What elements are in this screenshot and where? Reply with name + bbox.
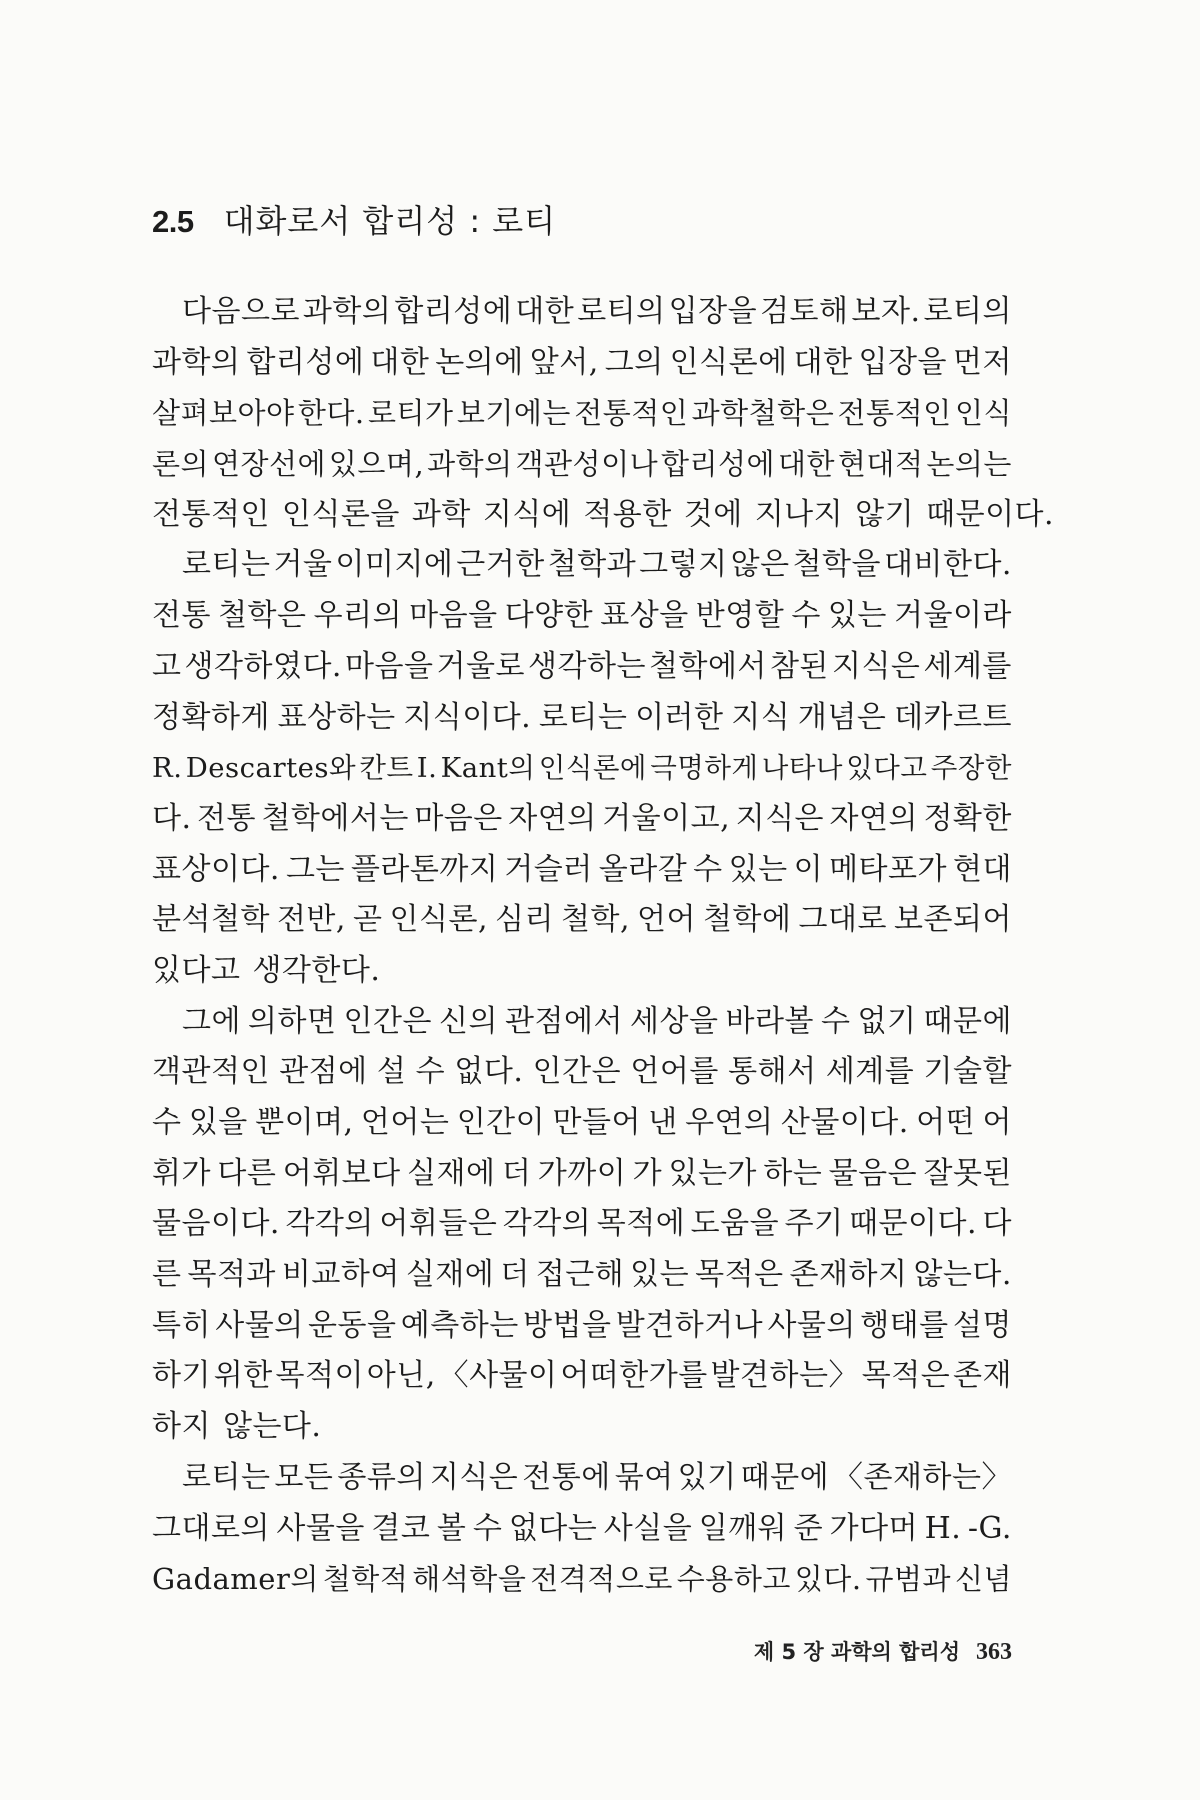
word: 하기 (152, 1358, 211, 1394)
word: 목적에 (596, 1206, 686, 1242)
word: 있는 (827, 598, 887, 634)
word: 결코 (371, 1510, 431, 1546)
word: 세계를 (825, 1054, 915, 1090)
word: 수 (152, 1105, 182, 1140)
paragraph (152, 287, 1055, 540)
word: 철학에 (703, 902, 792, 938)
word: 가 (632, 1155, 663, 1191)
text-line (152, 895, 1012, 946)
text-line (152, 1554, 1012, 1605)
word: 일깨워 (698, 1510, 788, 1546)
word: 연장선에 (211, 447, 326, 482)
word: 신념 (954, 1562, 1012, 1597)
word: 설 (376, 1054, 407, 1090)
text-line (152, 540, 1012, 591)
paragraph (152, 997, 1012, 1453)
word: 있는 (630, 1257, 690, 1293)
word: 때문이다. (926, 496, 1055, 532)
word: 다른 (217, 1155, 277, 1191)
text-line (152, 1504, 1012, 1555)
word: 위한 (213, 1358, 273, 1394)
word: 보자. (851, 294, 921, 329)
word: 하는 (763, 1155, 823, 1191)
word: 과학의 (152, 344, 241, 380)
word: 인간이 (456, 1105, 546, 1140)
word: 있으며, (328, 447, 425, 482)
word: 철학, (561, 902, 631, 938)
word: 그에 (182, 1003, 241, 1039)
word: 신의 (439, 1003, 498, 1039)
word: 논의는 (926, 447, 1012, 482)
word: 철학은 (218, 598, 307, 634)
word: 각각의 (502, 1206, 592, 1242)
section-number: 2.5 (152, 204, 194, 239)
word: 다음으로 (182, 294, 300, 329)
word: 해석학을 (412, 1562, 527, 1597)
word: 때문이다. (849, 1206, 978, 1242)
word: 볼 (436, 1510, 467, 1546)
text-line (152, 1250, 1012, 1301)
word: 지나지 (754, 496, 844, 532)
word: 거슬러 (504, 851, 593, 887)
word: 모든 (274, 1459, 334, 1495)
word: 현대적 (837, 447, 924, 482)
word: 심리 (495, 902, 554, 938)
word: 어 (982, 1105, 1012, 1140)
word: 〈존재하는〉 (833, 1459, 1012, 1495)
word: 규범과 (865, 1562, 952, 1597)
word: 어떤 (916, 1105, 976, 1140)
word: 지식은 (735, 800, 825, 836)
word: H. (924, 1510, 962, 1546)
word: 어떠한가를 (560, 1358, 708, 1394)
word: 대한 (515, 294, 575, 329)
word: 비교하여 (281, 1257, 400, 1293)
word: Gadamer의 (152, 1562, 319, 1597)
word: 로티의 (577, 294, 666, 329)
word: 반영할 (695, 598, 785, 634)
word: 목적과 (187, 1257, 276, 1293)
paragraph (152, 1453, 1012, 1605)
word: 합리성에 (661, 447, 776, 482)
word: 대한 (370, 344, 430, 380)
word: -G. (967, 1510, 1012, 1546)
text-line (152, 490, 1055, 541)
word: 만들어 (552, 1105, 641, 1140)
running-chapter-title: 제 5 장 과학의 합리성 (753, 1640, 960, 1664)
word: 언어를 (630, 1054, 719, 1090)
word: 통해서 (728, 1054, 817, 1090)
word: 생각하는 (528, 648, 646, 684)
text-line (152, 1301, 1012, 1352)
word: 때문에 (740, 1459, 830, 1495)
word: 도움을 (690, 1206, 780, 1242)
word: 과학철학은 (691, 396, 835, 431)
word: 목적이 (275, 1358, 364, 1394)
word: 없다는 (508, 1510, 598, 1546)
word: 검토해 (760, 294, 849, 329)
word: 사물을 (276, 1510, 365, 1546)
word: 마음을 (345, 648, 434, 684)
word: 객관성이나 (515, 447, 659, 482)
word: 않기 (855, 496, 915, 532)
word: 않는다. (913, 1257, 1012, 1293)
word: 생각하였다. (184, 648, 342, 684)
word: 전통 (152, 598, 211, 634)
word: 표상을 (600, 598, 689, 634)
word: 전통적인 (837, 396, 952, 431)
word: 어휘들은 (379, 1206, 498, 1242)
word: 있다고 (846, 752, 928, 785)
word: 다 (982, 1206, 1012, 1242)
word: 로티는 (182, 1459, 271, 1495)
text-line (152, 693, 1012, 744)
word: 사실을 (603, 1510, 693, 1546)
word: 것에 (683, 496, 743, 532)
word: 논의에 (435, 344, 524, 380)
word: 메타포가 (829, 851, 947, 887)
word: 다양한 (504, 598, 594, 634)
word: 없기 (857, 1003, 917, 1039)
word: 로티는 (538, 699, 628, 735)
word: 거울이고, (602, 800, 731, 836)
word: I. (416, 752, 438, 785)
word: 우리의 (313, 598, 403, 634)
text-line (152, 338, 1012, 389)
word: 입장을 (668, 294, 758, 329)
word: 거울 (273, 547, 333, 583)
word: 그대로 (798, 902, 887, 938)
text-line (152, 642, 1012, 693)
word: 있을 (188, 1105, 248, 1140)
word: 하지 (152, 1409, 211, 1445)
word: 지식 (731, 699, 791, 735)
word: 그의 (604, 344, 664, 380)
word: 한다. (297, 396, 365, 431)
word: 준 (793, 1510, 824, 1546)
word: 수 (415, 1054, 446, 1090)
word: 른 (152, 1257, 182, 1293)
word: 로티는 (182, 547, 271, 583)
text-line (152, 1351, 1012, 1402)
word: 운동을 (308, 1307, 397, 1343)
word: 실재에 (407, 1155, 496, 1191)
word: 인식론, (389, 902, 488, 938)
word: 낸 (648, 1105, 678, 1140)
section-heading (152, 196, 556, 242)
word: 보존되어 (894, 902, 1012, 938)
word: 자연의 (829, 800, 918, 836)
text-line (152, 794, 1012, 845)
word: 대비한다. (884, 547, 1012, 583)
word: 로티의 (923, 294, 1012, 329)
body-text (152, 287, 1055, 1605)
word: 마음을 (409, 598, 498, 634)
word: 잘못된 (923, 1155, 1012, 1191)
page-number: 363 (976, 1639, 1012, 1665)
word: 존재하지 (789, 1257, 908, 1293)
word: 철학과 (547, 547, 637, 583)
word: 마음은 (414, 800, 503, 836)
word: 보기에는 (456, 396, 571, 431)
text-line (152, 287, 1012, 338)
word: 사물의 (215, 1307, 304, 1343)
word: 존재 (953, 1358, 1012, 1394)
text-line (152, 388, 1012, 439)
word: 세계를 (923, 648, 1012, 684)
text-line (152, 845, 1012, 896)
word: 앞서, (529, 344, 599, 380)
word: Descartes와 (185, 752, 357, 785)
word: 의하면 (248, 1003, 337, 1039)
word: 대한 (777, 447, 836, 482)
word: 바라볼 (725, 1003, 814, 1039)
word: 이 (793, 851, 824, 887)
word: 합리성에 (246, 344, 365, 380)
word: 언어는 (360, 1105, 450, 1140)
word: 철학적 (322, 1562, 409, 1597)
word: 객관적인 (152, 1054, 270, 1090)
word: 생각한다. (252, 952, 381, 988)
word: 그는 (285, 851, 345, 887)
page-footer (720, 1636, 1012, 1666)
text-line (152, 997, 1012, 1048)
text-line (152, 946, 1012, 997)
text-line (152, 1199, 1012, 1250)
word: 기술할 (923, 1054, 1012, 1090)
word: 그렇지 (639, 547, 728, 583)
word: 접근해 (535, 1257, 625, 1293)
word: 칸트 (359, 752, 414, 785)
word: 론의 (152, 447, 210, 482)
word: 언어 (637, 902, 697, 938)
word: 물음이다. (152, 1206, 280, 1242)
word: 과학의 (302, 294, 392, 329)
word: 가까이 (537, 1155, 627, 1191)
paragraph (152, 540, 1012, 996)
word: 살펴보아야 (152, 396, 295, 431)
word: 세상을 (630, 1003, 719, 1039)
text-line (152, 1453, 1012, 1504)
word: 않는다. (222, 1409, 322, 1445)
text-line (152, 743, 1012, 794)
word: 다. (152, 800, 192, 836)
text-line (152, 1402, 1012, 1453)
word: 로티가 (367, 396, 454, 431)
text-line (152, 1047, 1012, 1098)
word: 과학의 (427, 447, 513, 482)
word: 합리성에 (394, 294, 513, 329)
word: 방법을 (522, 1307, 612, 1343)
word: 전통에 (522, 1459, 611, 1495)
word: 인식론에 (538, 752, 647, 785)
word: 지식이다. (403, 699, 532, 735)
word: 있는 (728, 851, 788, 887)
word: 수용하고 (676, 1562, 791, 1597)
word: 지식은 (429, 1459, 519, 1495)
word: Kant의 (440, 752, 536, 785)
word: 인식론을 (281, 496, 400, 532)
word: 있다. (794, 1562, 862, 1597)
word: 인식론에 (669, 344, 788, 380)
word: 관점에서 (505, 1003, 623, 1039)
word: 표상이다. (152, 851, 280, 887)
word: 산물이다. (780, 1105, 909, 1140)
section-title: 대화로서 합리성 : 로티 (223, 202, 557, 240)
word: 목적은 (861, 1358, 951, 1394)
word: 관점에 (279, 1054, 368, 1090)
word: 먼저 (952, 344, 1012, 380)
word: 특히 (152, 1307, 211, 1343)
word: 묶여 (614, 1459, 674, 1495)
word: 이미지에 (335, 547, 454, 583)
word: 수 (821, 1003, 851, 1039)
word: R. (152, 752, 183, 785)
word: 지식에 (482, 496, 572, 532)
word: 종류의 (337, 1459, 426, 1495)
word: 〈사물이 (438, 1358, 558, 1394)
word: 극명하게 (650, 752, 759, 785)
word: 행태를 (860, 1307, 949, 1343)
word: 목적은 (695, 1257, 784, 1293)
word: 어휘보다 (282, 1155, 401, 1191)
word: 대한 (793, 344, 853, 380)
word: 철학에서는 (261, 800, 409, 836)
text-line (152, 1149, 1012, 1200)
word: 데카르트 (894, 699, 1012, 735)
word: 있는가 (668, 1155, 757, 1191)
word: 인간은 (343, 1003, 432, 1039)
word: 정확하게 (152, 699, 270, 735)
word: 거울이라 (893, 598, 1012, 634)
word: 플라톤까지 (350, 851, 499, 887)
word: 없다. (454, 1054, 524, 1090)
word: 지식은 (831, 648, 921, 684)
word: 전통 (197, 800, 256, 836)
word: 사물의 (767, 1307, 856, 1343)
word: 현대 (952, 851, 1012, 887)
word: 철학에서 (648, 648, 767, 684)
word: 발견하거나 (615, 1307, 764, 1343)
word: 주장한 (930, 752, 1012, 785)
word: 설명 (952, 1307, 1012, 1343)
word: 각각의 (285, 1206, 374, 1242)
word: 전격적으로 (530, 1562, 673, 1597)
word: 더 (500, 1257, 530, 1293)
word: 정확한 (923, 800, 1012, 836)
word: 그대로의 (152, 1510, 270, 1546)
word: 때문에 (923, 1003, 1012, 1039)
word: 개념은 (797, 699, 887, 735)
word: 전반, (276, 902, 346, 938)
word: 표상하는 (277, 699, 396, 735)
text-line (152, 439, 1012, 490)
word: 입장을 (858, 344, 947, 380)
word: 물음은 (828, 1155, 918, 1191)
word: 우연의 (685, 1105, 774, 1140)
word: 수 (693, 851, 723, 887)
word: 전통적인 (152, 496, 270, 532)
word: 과학 (411, 496, 471, 532)
word: 참된 (769, 648, 829, 684)
word: 인간은 (532, 1054, 622, 1090)
word: 뿐이며, (255, 1105, 354, 1140)
word: 있다고 (152, 952, 241, 988)
word: 않은 (730, 547, 790, 583)
word: 나타나 (761, 752, 843, 785)
text-line (152, 591, 1012, 642)
word: 수 (472, 1510, 503, 1546)
word: 예측하는 (400, 1307, 519, 1343)
word: 거울로 (436, 648, 525, 684)
word: 아닌, (366, 1358, 436, 1394)
word: 근거한 (456, 547, 545, 583)
word: 수 (791, 598, 821, 634)
word: 이러한 (635, 699, 724, 735)
word: 철학을 (792, 547, 882, 583)
word: 실재에 (405, 1257, 495, 1293)
word: 전통적인 (574, 396, 689, 431)
word: 자연의 (508, 800, 597, 836)
word: 더 (501, 1155, 532, 1191)
word: 인식 (954, 396, 1012, 431)
word: 발견하는〉 (710, 1358, 859, 1394)
word: 고 (152, 648, 182, 684)
word: 휘가 (152, 1155, 211, 1191)
word: 올라갈 (598, 851, 688, 887)
word: 분석철학 (152, 902, 270, 938)
word: 적용한 (583, 496, 672, 532)
word: 있기 (677, 1459, 737, 1495)
text-line (152, 1098, 1012, 1149)
word: 곧 (352, 902, 383, 938)
word: 가다머 (829, 1510, 919, 1546)
word: 주기 (784, 1206, 844, 1242)
